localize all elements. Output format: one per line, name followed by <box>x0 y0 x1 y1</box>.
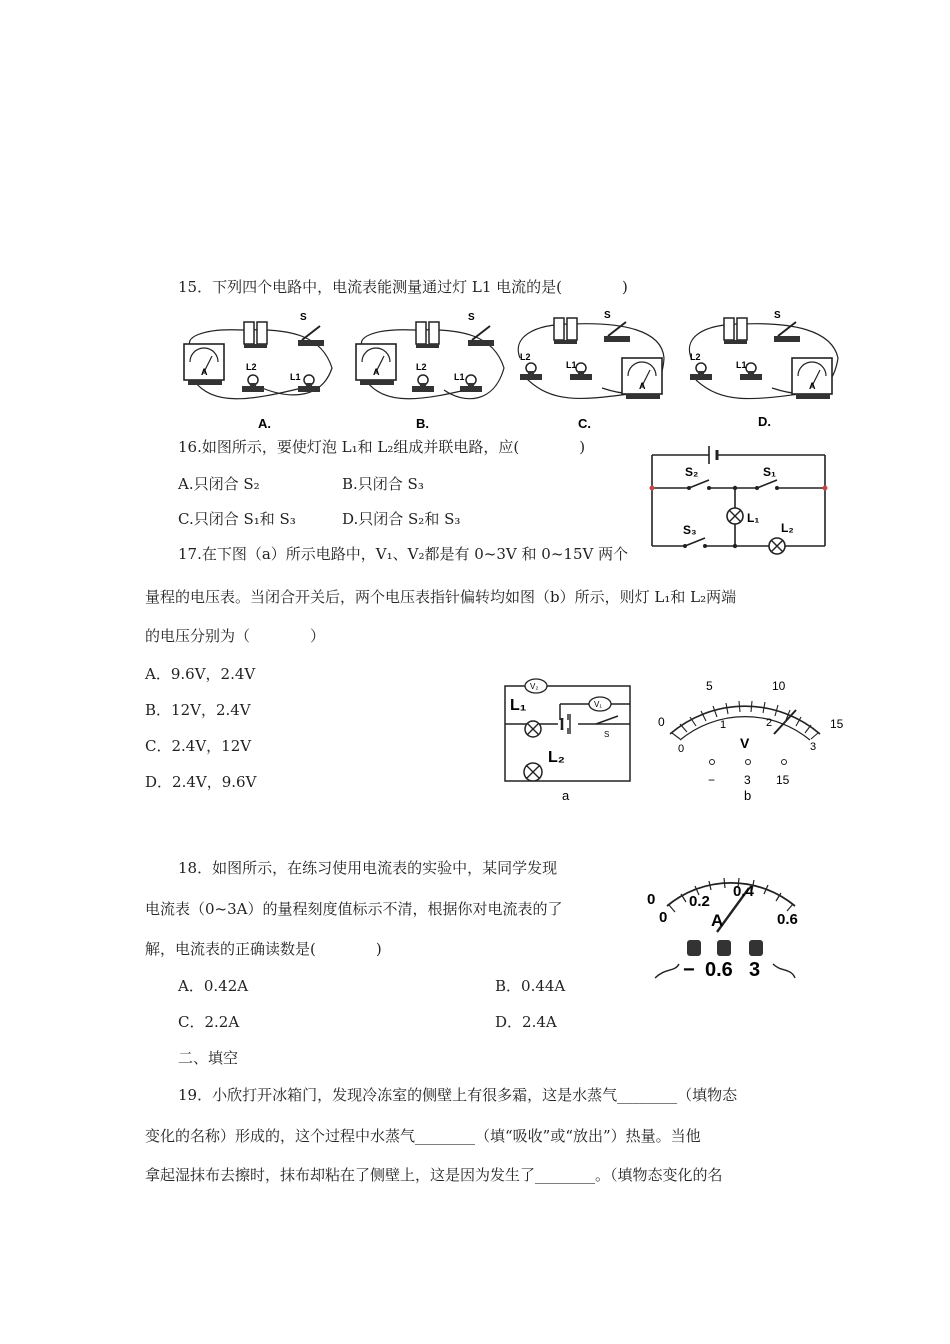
circuit-b <box>356 312 504 431</box>
q17-l1-label: L₁ <box>510 697 527 714</box>
q16-s3-label: S₃ <box>683 523 697 537</box>
circuit-b-l1-label: L1 <box>454 372 465 382</box>
q18-unit-label: A <box>711 911 724 930</box>
q18-inner-scale-0: 0 <box>659 909 668 926</box>
q18-terminal-0-6: 0.6 <box>705 959 733 981</box>
q18-outer-scale-0-4: 0.4 <box>733 883 754 900</box>
q17-inner-scale-3: 3 <box>810 741 817 753</box>
q16-s2-label: S₂ <box>685 465 699 479</box>
circuit-c <box>518 310 664 431</box>
q16-l1-label: L₁ <box>747 511 760 525</box>
q19-line3: 拿起湿抹布去擦时，抹布却粘在了侧壁上，这是因为发生了________。（填物态变化的名 <box>145 1166 723 1184</box>
circuit-d-l1-label: L1 <box>736 360 747 370</box>
section2-title: 二、填空 <box>178 1049 239 1067</box>
q18-ammeter-figure <box>645 860 825 990</box>
q18-option-d: D．2.4A <box>495 1013 557 1031</box>
circuit-d-s-label: S <box>774 310 781 321</box>
q17-circuit-a <box>500 676 640 806</box>
q17-lamp-l1-icon <box>525 721 541 737</box>
q17-s-label: S <box>604 730 610 739</box>
q18-option-a: A．0.42A <box>178 977 249 995</box>
q17-outer-scale-5: 5 <box>706 679 713 693</box>
q17-caption-b: b <box>744 788 752 803</box>
q18-outer-scale-0-2: 0.2 <box>689 893 710 910</box>
option-c-label: C. <box>578 416 591 431</box>
q15-stem: 15．下列四个电路中，电流表能测量通过灯 L1 电流的是( ) <box>178 278 628 296</box>
q17-line1: 17.在下图（a）所示电路中，V₁、V₂都是有 0~3V 和 0~15V 两个 <box>178 545 629 563</box>
q18-option-c: C．2.2A <box>178 1013 240 1031</box>
q17-terminal-3: 3 <box>744 773 751 787</box>
circuit-a-l2-label: L2 <box>246 362 257 372</box>
q15-circuit-figures: A S L2 L1 A. S L2 L1 B. S L2 L1 C. S L2 L1 D. <box>172 308 852 434</box>
circuit-d <box>689 310 838 429</box>
circuit-b-s-label: S <box>468 312 475 323</box>
circuit-a-l1-label: L1 <box>290 372 301 382</box>
q17-l2-label: L₂ <box>548 749 565 766</box>
q17-v1-label: V₁ <box>594 700 603 709</box>
q18-inner-scale-0-6: 0.6 <box>777 911 798 928</box>
q18-line2: 电流表（0~3A）的量程刻度值标示不清，根据你对电流表的了 <box>145 900 563 918</box>
q17-lamp-l2-icon <box>524 763 542 781</box>
q19-line2: 变化的名称）形成的，这个过程中水蒸气________（填“吸收”或“放出”）热量。当他 <box>145 1127 701 1145</box>
q17-terminal-neg: − <box>708 773 716 787</box>
circuit-c-l1-label: L1 <box>566 360 577 370</box>
q16-s1-label: S₁ <box>763 465 776 479</box>
lamp-l1-icon <box>727 508 743 524</box>
q17-caption-a: a <box>562 788 570 803</box>
circuit-b-l2-label: L2 <box>416 362 427 372</box>
q17-line2: 量程的电压表。当闭合开关后，两个电压表指针偏转均如图（b）所示，则灯 L₁和 L₂两端 <box>145 588 737 606</box>
q17-outer-scale-10: 10 <box>772 679 786 693</box>
q17-inner-scale-0: 0 <box>678 743 685 755</box>
q18-terminal-neg: − <box>683 959 695 981</box>
q17-option-b: B．12V，2.4V <box>145 701 251 719</box>
lamp-l2-icon <box>769 538 785 554</box>
circuit-a-s-label: S <box>300 312 307 323</box>
q16-option-b: B.只闭合 S₃ <box>342 475 424 493</box>
q17-unit-label: V <box>740 735 750 751</box>
q17-voltmeter-b <box>650 676 850 806</box>
q17-inner-scale-1: 1 <box>720 719 727 731</box>
circuit-d-l2-label: L2 <box>690 352 701 362</box>
q18-option-b: B．0.44A <box>495 977 566 995</box>
q17-option-c: C．2.4V，12V <box>145 737 252 755</box>
q16-stem: 16.如图所示，要使灯泡 L₁和 L₂组成并联电路，应( ) <box>178 438 586 456</box>
q17-inner-scale-2: 2 <box>766 717 773 729</box>
q17-terminal-15: 15 <box>776 773 790 787</box>
q16-option-c: C.只闭合 S₁和 S₃ <box>178 510 296 528</box>
q17-outer-scale-15: 15 <box>830 717 844 731</box>
q18-line3: 解，电流表的正确读数是( ) <box>145 940 382 958</box>
q16-l2-label: L₂ <box>781 521 794 535</box>
q17-option-d: D．2.4V，9.6V <box>145 773 257 791</box>
circuit-c-l2-label: L2 <box>520 352 531 362</box>
q16-option-a: A.只闭合 S₂ <box>178 475 260 493</box>
q16-circuit-diagram <box>645 440 835 560</box>
q16-option-d: D.只闭合 S₂和 S₃ <box>342 510 461 528</box>
q18-terminal-posts <box>687 940 763 956</box>
q17-line3: 的电压分别为（ ） <box>145 627 326 645</box>
q19-line1: 19．小欣打开冰箱门，发现冷冻室的侧壁上有很多霜，这是水蒸气________（填物态 <box>178 1086 738 1104</box>
q17-v2-label: V₂ <box>530 682 539 691</box>
q17-option-a: A．9.6V，2.4V <box>145 665 256 683</box>
option-b-label: B. <box>416 416 429 431</box>
option-a-label: A. <box>258 416 271 431</box>
circuit-a <box>184 312 332 431</box>
option-d-label: D. <box>758 414 771 429</box>
q18-line1: 18．如图所示，在练习使用电流表的实验中，某同学发现 <box>178 859 558 877</box>
q17-outer-scale-0: 0 <box>658 715 665 729</box>
q18-terminal-3: 3 <box>749 959 761 981</box>
circuit-c-s-label: S <box>604 310 611 321</box>
q18-outer-scale-0: 0 <box>647 891 656 908</box>
